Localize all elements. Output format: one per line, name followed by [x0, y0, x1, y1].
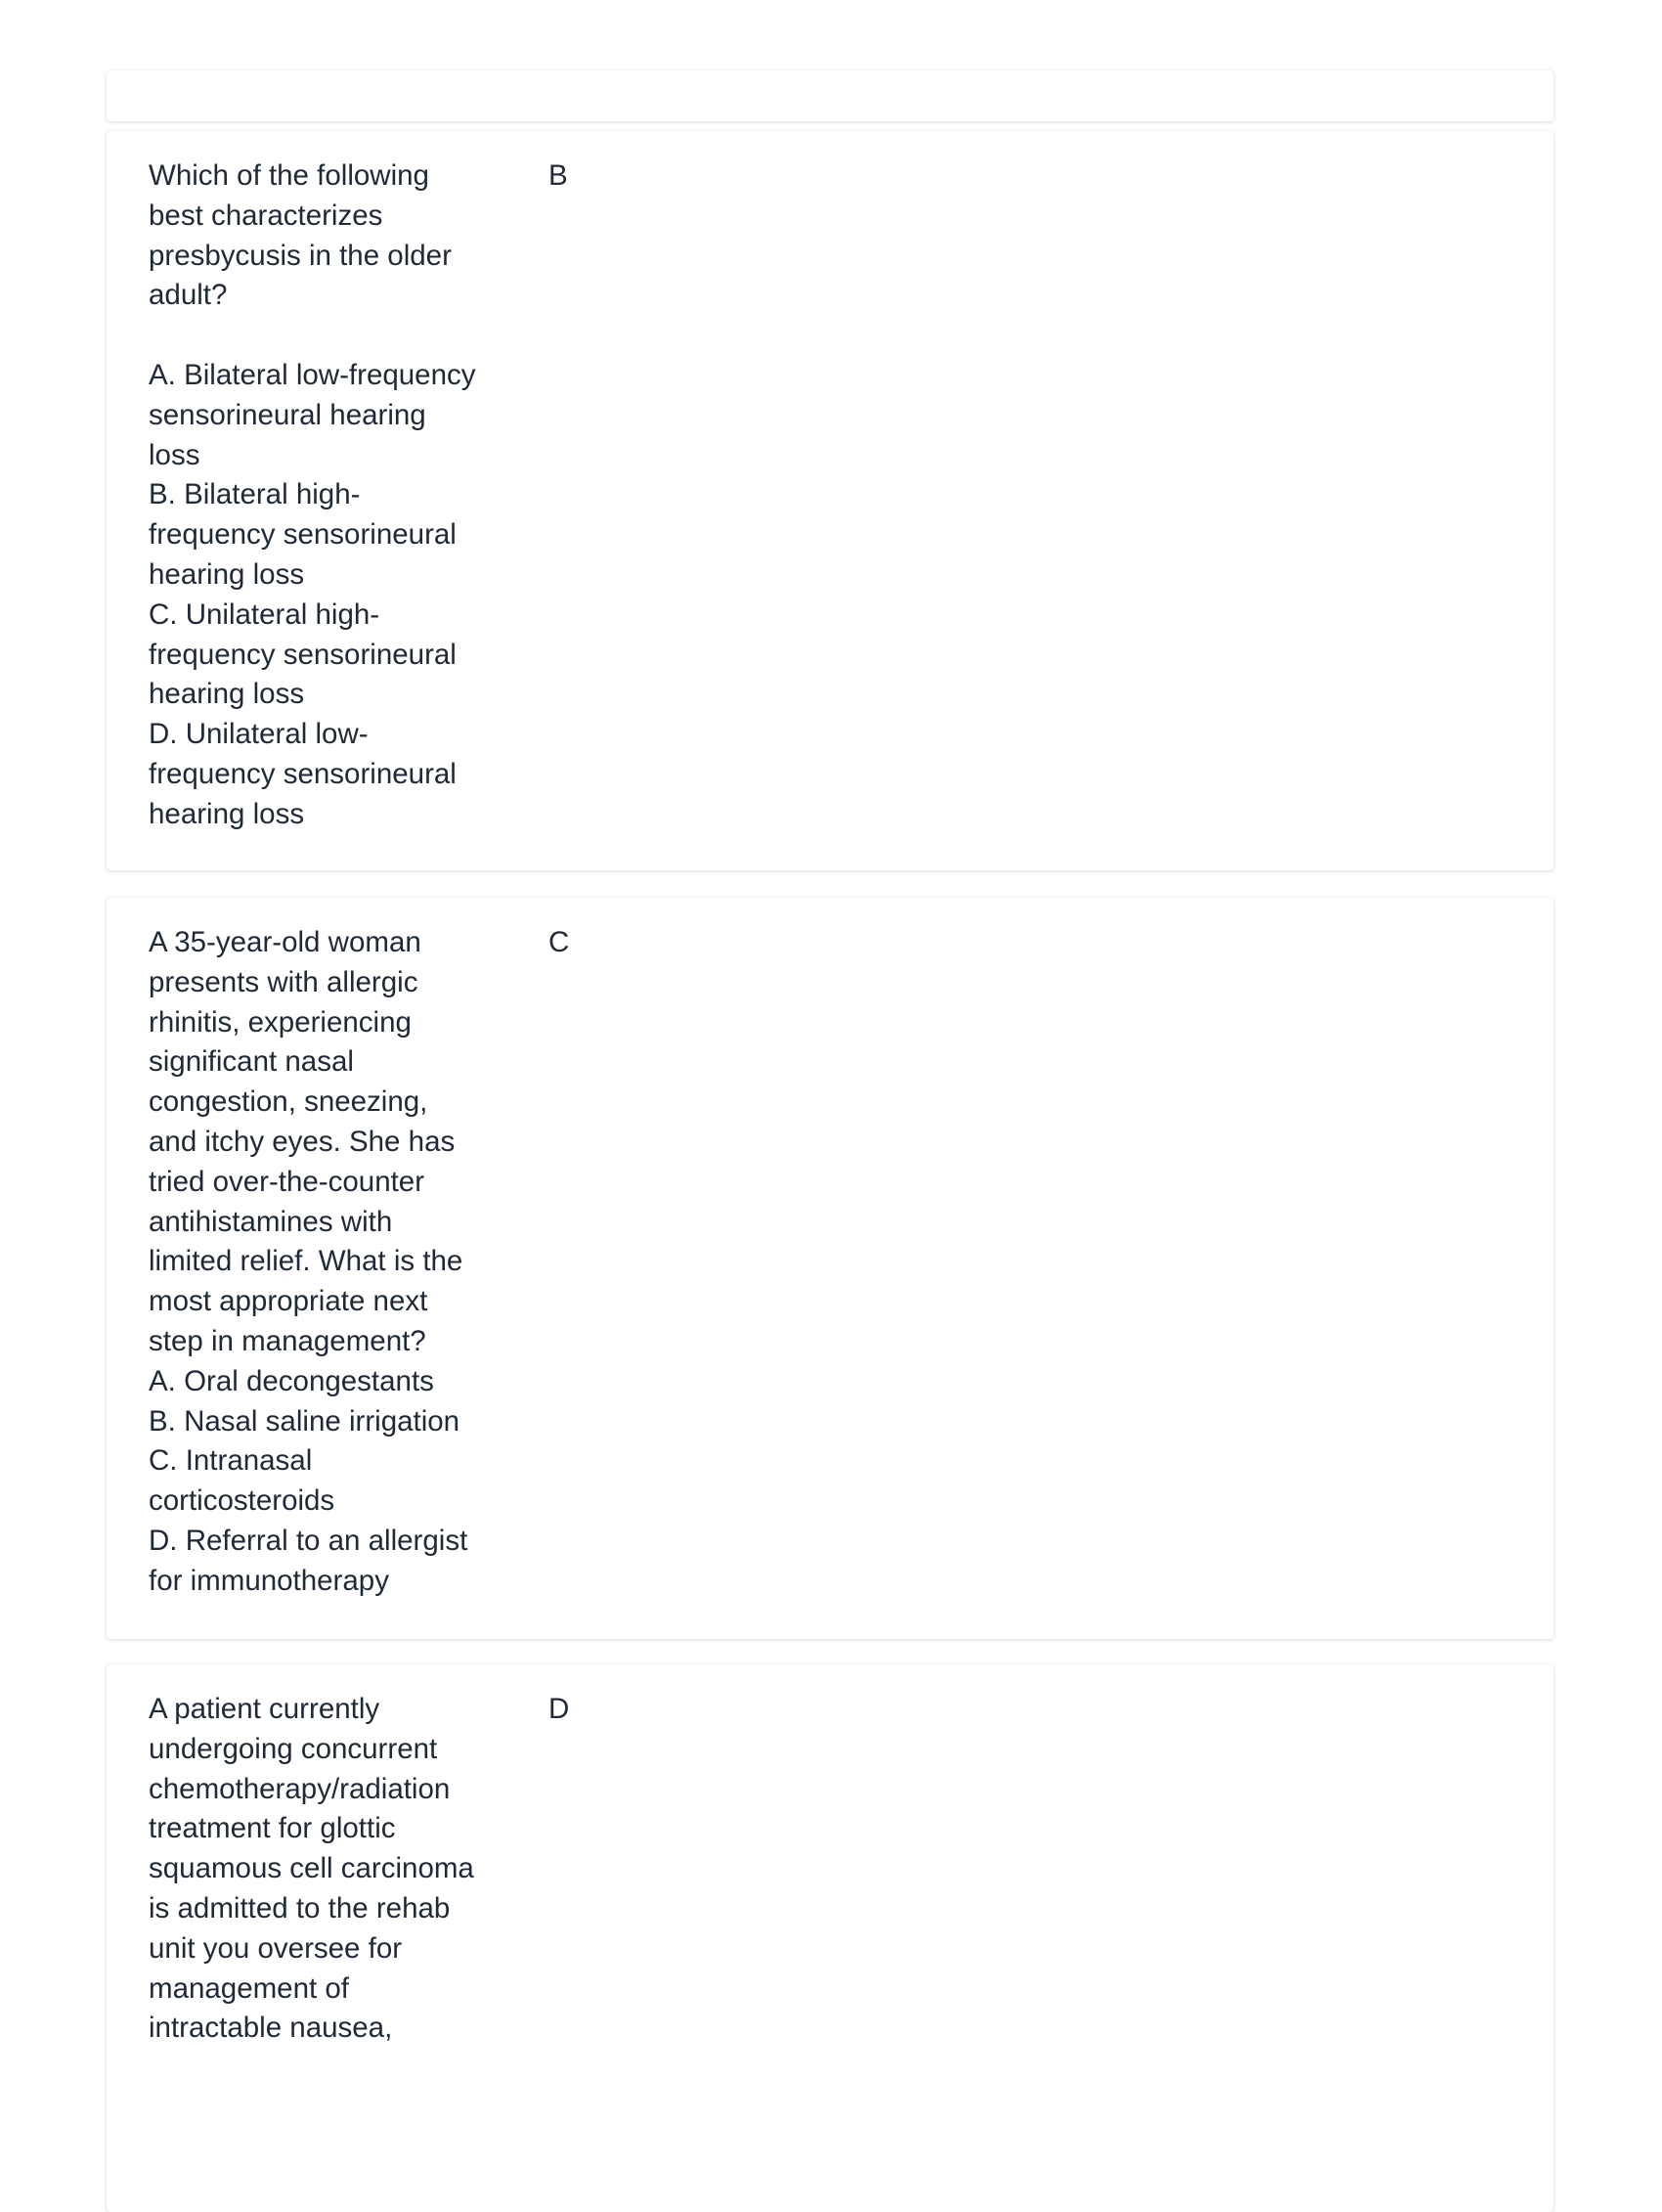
flashcard-answer: D	[548, 1693, 570, 1725]
flashcard-answer: C	[548, 926, 570, 958]
flashcard	[107, 131, 1553, 870]
flashcard-question: A 35-year-old woman presents with allergic rhinitis, experiencing significant nasal congestion, sneezing, and itchy eyes. She has tried over-the-counter antihistamines with limited relief. What is the most appropriate next step in management? A. Oral decongestants B. Nasal saline irrigation C. Intranasal corticosteroids D. Referral to an allergist for immunotherapy	[149, 926, 468, 1597]
flashcard	[107, 1664, 1553, 2212]
flashcard	[107, 898, 1553, 1639]
flashcard-partial	[107, 70, 1553, 121]
flashcard-question: Which of the following best characterizes presbycusis in the older adult? A. Bilateral low-frequency sensorineural hearing loss B. Bilateral high-frequency sensorineural hearing loss C. Unilateral high-frequency sensorineural hearing loss D. Unilateral low-frequency sensorineural hearing loss	[149, 159, 476, 830]
flashcard-question: A patient currently undergoing concurrent chemotherapy/radiation treatment for glottic squamous cell carcinoma is admitted to the rehab unit you oversee for management of intractable nausea,	[149, 1693, 474, 2045]
flashcard-answer: B	[548, 159, 568, 192]
